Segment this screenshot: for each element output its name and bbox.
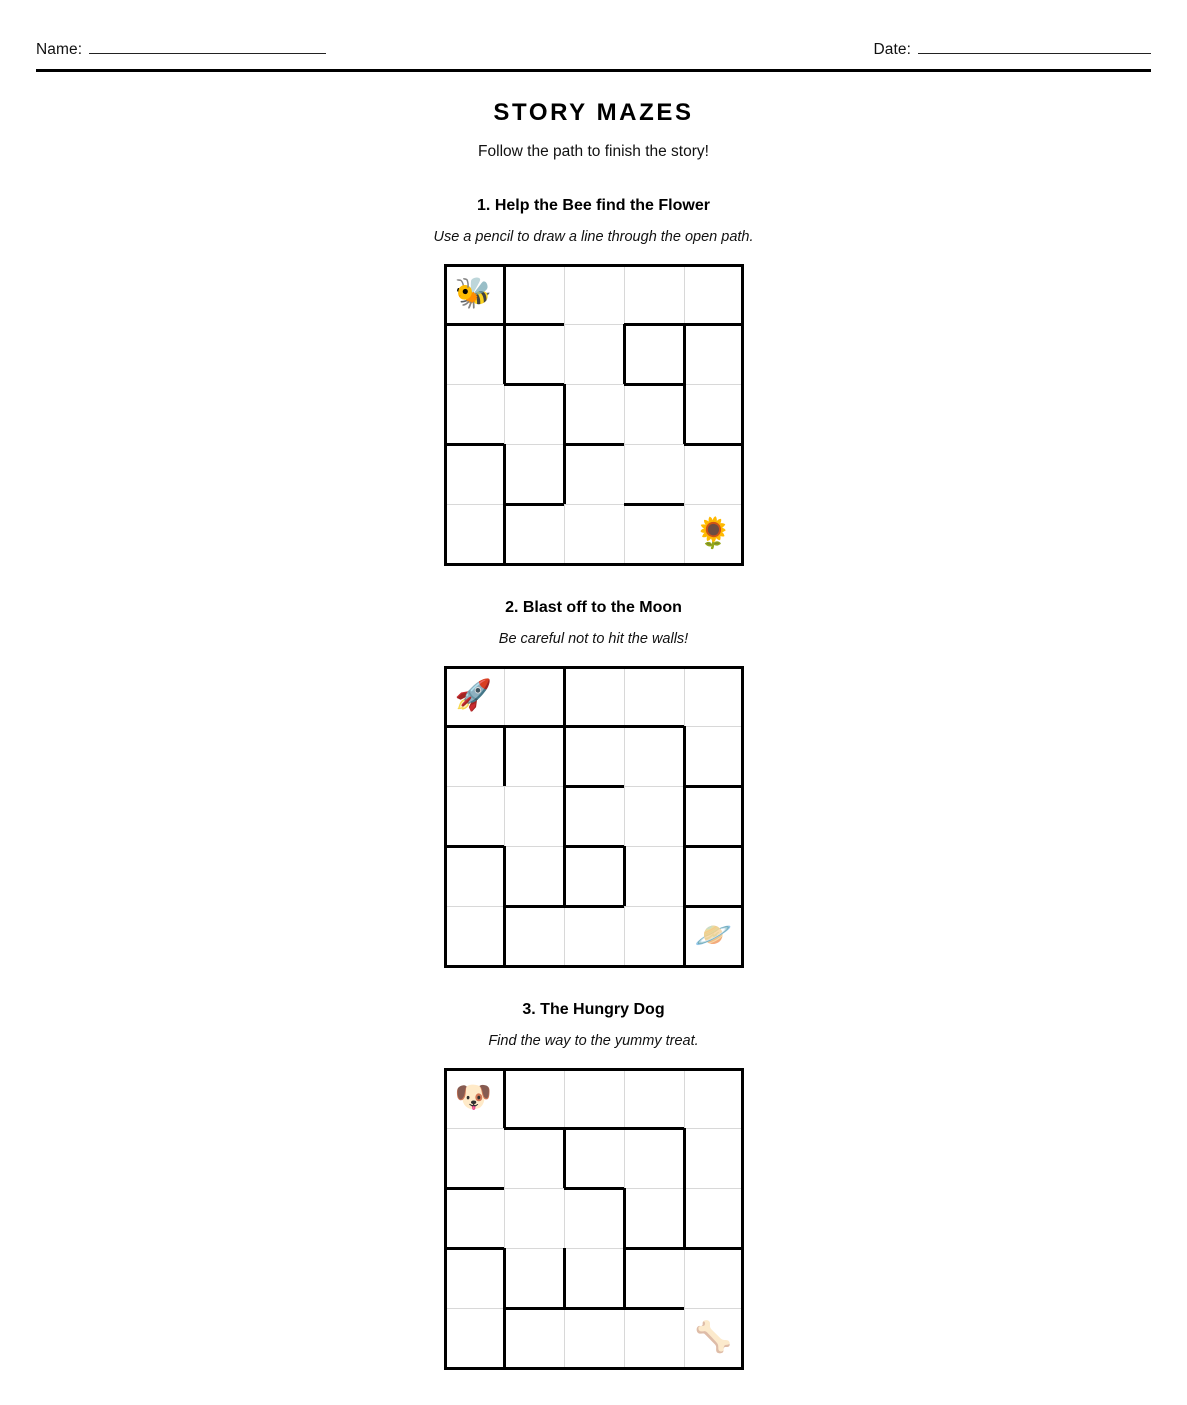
maze-wall-horizontal	[624, 383, 684, 386]
maze-wall-vertical	[563, 384, 566, 444]
maze-wall-horizontal	[624, 503, 684, 506]
moon-icon: 🪐	[694, 918, 733, 952]
maze-wall-horizontal	[624, 1127, 684, 1130]
maze-wall-horizontal	[564, 1127, 624, 1130]
maze-wall-vertical	[623, 1248, 626, 1308]
name-date-row	[36, 33, 1151, 59]
maze-wall-horizontal	[564, 845, 624, 848]
maze-wall-horizontal	[444, 845, 504, 848]
maze-wall-vertical	[683, 846, 686, 906]
maze-wall-vertical	[563, 1248, 566, 1308]
maze-grid[interactable]	[444, 666, 744, 968]
maze-wall-vertical	[683, 324, 686, 384]
name-field[interactable]	[36, 39, 326, 59]
maze-wall-vertical	[503, 1308, 506, 1368]
maze-wall-horizontal	[504, 1307, 564, 1310]
maze-wall-horizontal	[624, 1247, 684, 1250]
maze-section-2	[0, 600, 1187, 968]
header-divider	[36, 69, 1151, 72]
page-title: STORY MAZES	[493, 99, 694, 126]
maze-section-1	[0, 198, 1187, 566]
maze-wall-vertical	[683, 1188, 686, 1248]
maze-wall-horizontal	[504, 725, 564, 728]
maze-wall-vertical	[503, 324, 506, 384]
maze-instruction: Use a pencil to draw a line through the open path.	[433, 229, 754, 245]
maze-wall-horizontal	[684, 785, 744, 788]
maze-wall-horizontal	[564, 1307, 624, 1310]
maze-wall-vertical	[503, 504, 506, 564]
maze-wall-vertical	[683, 1128, 686, 1188]
maze-wall-vertical	[563, 666, 566, 726]
sunflower-icon: 🌻	[694, 516, 733, 550]
maze-wall-horizontal	[624, 323, 684, 326]
page-subtitle: Follow the path to finish the story!	[478, 143, 709, 160]
rocket-icon: 🚀	[454, 678, 493, 712]
name-label: Name:	[36, 41, 83, 58]
maze-wall-vertical	[503, 726, 506, 786]
maze-heading: 1. Help the Bee find the Flower	[477, 197, 710, 214]
date-write-line[interactable]	[918, 39, 1151, 54]
maze-wall-horizontal	[444, 443, 504, 446]
maze-instruction: Be careful not to hit the walls!	[498, 631, 689, 647]
maze-wall-horizontal	[504, 323, 564, 326]
maze-wall-vertical	[623, 846, 626, 906]
name-write-line[interactable]	[89, 39, 326, 54]
maze-grid[interactable]	[444, 1068, 744, 1370]
maze-wall-horizontal	[624, 725, 684, 728]
maze-wall-vertical	[683, 384, 686, 444]
maze-wall-vertical	[623, 1188, 626, 1248]
date-label: Date:	[873, 41, 911, 58]
maze-wall-vertical	[503, 444, 506, 504]
maze-section-3	[0, 1002, 1187, 1370]
maze-heading: 2. Blast off to the Moon	[505, 599, 682, 616]
maze-heading: 3. The Hungry Dog	[522, 1001, 665, 1018]
maze-wall-vertical	[683, 726, 686, 786]
bone-icon: 🦴	[694, 1320, 733, 1354]
maze-wall-vertical	[563, 846, 566, 906]
maze-wall-horizontal	[504, 383, 564, 386]
maze-wall-horizontal	[504, 503, 564, 506]
maze-wall-vertical	[503, 906, 506, 966]
maze-grid[interactable]	[444, 264, 744, 566]
maze-wall-horizontal	[624, 1307, 684, 1310]
bee-icon: 🐝	[454, 276, 493, 310]
maze-wall-vertical	[683, 786, 686, 846]
maze-wrapper	[0, 647, 1187, 968]
maze-wall-vertical	[503, 846, 506, 906]
maze-wall-horizontal	[684, 443, 744, 446]
maze-wall-vertical	[623, 324, 626, 384]
maze-wall-horizontal	[504, 1127, 564, 1130]
maze-wrapper	[0, 245, 1187, 566]
maze-wall-vertical	[563, 726, 566, 786]
maze-wall-horizontal	[564, 725, 624, 728]
maze-wall-horizontal	[684, 323, 744, 326]
maze-wall-vertical	[563, 444, 566, 504]
dog-face-icon: 🐶	[454, 1080, 493, 1114]
maze-wall-horizontal	[684, 1247, 744, 1250]
maze-wall-vertical	[563, 786, 566, 846]
maze-wall-horizontal	[564, 1187, 624, 1190]
maze-wall-horizontal	[564, 905, 624, 908]
maze-wall-horizontal	[504, 905, 564, 908]
maze-wall-horizontal	[444, 1247, 504, 1250]
maze-wrapper	[0, 1049, 1187, 1370]
maze-wall-horizontal	[564, 785, 624, 788]
maze-wall-vertical	[503, 1248, 506, 1308]
maze-instruction: Find the way to the yummy treat.	[488, 1033, 699, 1049]
maze-wall-horizontal	[684, 845, 744, 848]
date-field[interactable]	[873, 39, 1151, 59]
maze-wall-horizontal	[444, 1187, 504, 1190]
maze-wall-vertical	[563, 1128, 566, 1188]
maze-wall-horizontal	[564, 443, 624, 446]
